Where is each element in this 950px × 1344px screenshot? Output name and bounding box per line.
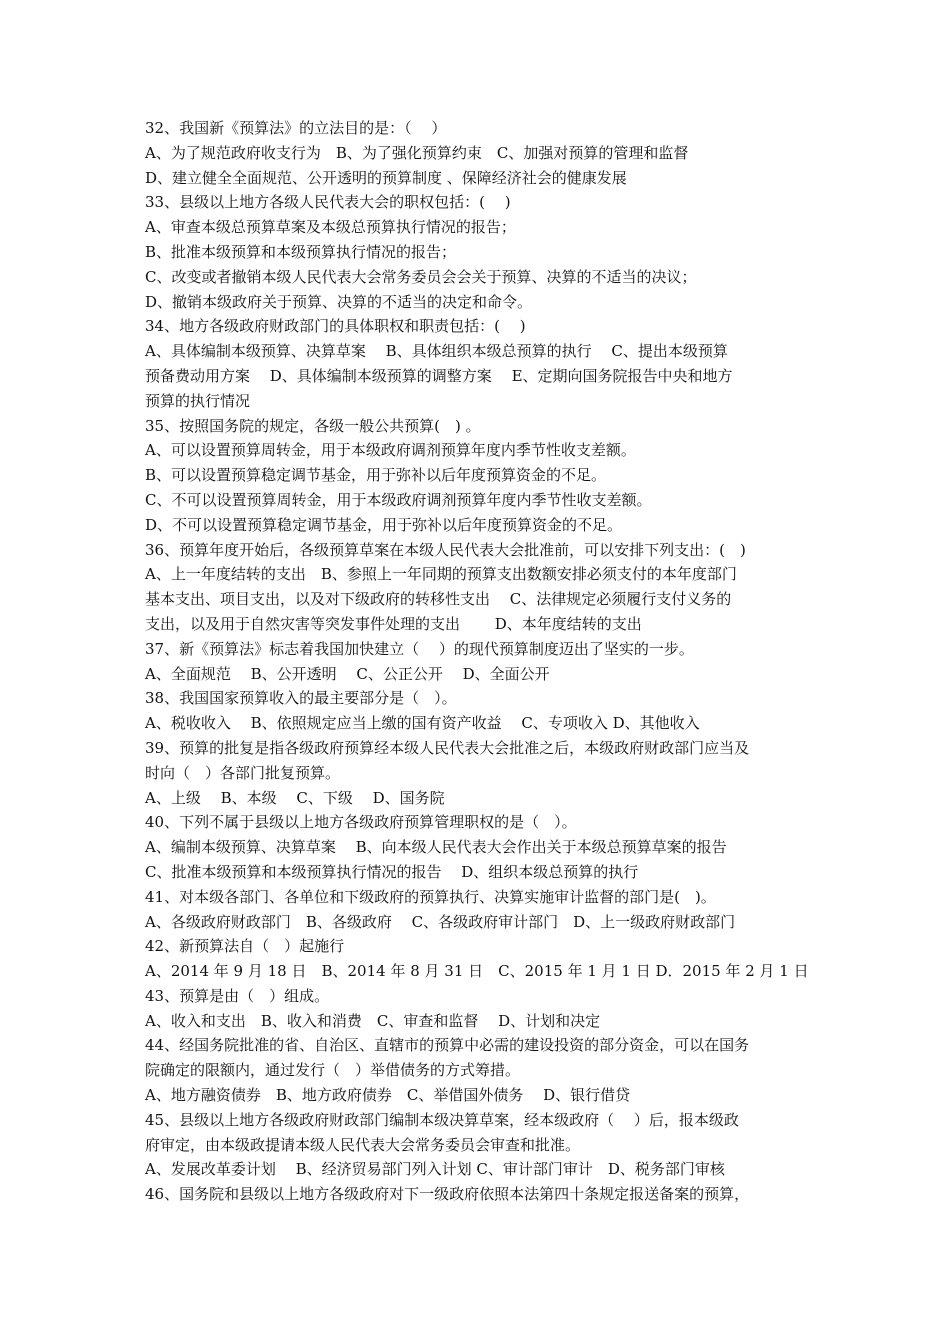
text-line: C、不可以设置预算周转金，用于本级政府调剂预算年度内季节性收支差额。 bbox=[145, 490, 652, 509]
text-line: D、撤销本级政府关于预算、决算的不适当的决定和命令。 bbox=[145, 292, 533, 311]
text-line: 43、预算是由（ ）组成。 bbox=[145, 986, 330, 1005]
text-line: 33、县级以上地方各级人民代表大会的职权包括：( ) bbox=[145, 193, 511, 212]
text-line: A、上级 B、本级 C、下级 D、国务院 bbox=[145, 788, 445, 807]
text-line: A、2014 年 9 月 18 日 B、2014 年 8 月 31 日 C、2015 年 1 月 1 日 D．2015 年 2 月 1 日 bbox=[145, 962, 809, 981]
text-line: 45、县级以上地方各级政府财政部门编制本级决算草案，经本级政府（ ）后，报本级政 bbox=[145, 1110, 739, 1129]
text-line: A、可以设置预算周转金，用于本级政府调剂预算年度内季节性收支差额。 bbox=[145, 441, 636, 460]
text-line: 支出，以及用于自然灾害等突发事件处理的支出 D、本年度结转的支出 bbox=[145, 614, 642, 633]
text-line: 40、下列不属于县级以上地方各级政府预算管理职权的是（ ）。 bbox=[145, 813, 577, 832]
text-line: 时向（ ）各部门批复预算。 bbox=[145, 763, 341, 782]
text-line: 44、经国务院批准的省、自治区、直辖市的预算中必需的建设投资的部分资金，可以在国务 bbox=[145, 1036, 750, 1055]
text-line: A、税收收入 B、依照规定应当上缴的国有资产收益 C、专项收入 D、其他收入 bbox=[145, 714, 700, 733]
text-line: 32、我国新《预算法》的立法目的是：（ ） bbox=[145, 119, 447, 137]
document-body bbox=[145, 116, 813, 1207]
text-line: A、地方融资债券 B、地方政府债券 C、举借国外债务 D、银行借贷 bbox=[145, 1086, 631, 1105]
text-line: A、具体编制本级预算、决算草案 B、具体组织本级总预算的执行 C、提出本级预算 bbox=[145, 342, 728, 361]
text-line: 46、国务院和县级以上地方各级政府对下一级政府依照本法第四十条规定报送备案的预算， bbox=[145, 1185, 750, 1204]
text-line: A、审查本级总预算草案及本级总预算执行情况的报告； bbox=[145, 218, 516, 237]
text-line: C、批准本级预算和本级预算执行情况的报告 D、组织本级总预算的执行 bbox=[145, 862, 639, 881]
text-line: 36、预算年度开始后，各级预算草案在本级人民代表大会批准前，可以安排下列支出：( ) bbox=[145, 540, 746, 559]
text-line: 府审定，由本级政提请本级人民代表大会常务委员会审查和批准。 bbox=[145, 1135, 581, 1154]
text-line: 34、地方各级政府财政部门的具体职权和职责包括：( ) bbox=[145, 317, 526, 336]
text-line: 35、按照国务院的规定，各级一般公共预算( ) 。 bbox=[145, 416, 481, 435]
text-line: B、可以设置预算稳定调节基金，用于弥补以后年度预算资金的不足。 bbox=[145, 466, 607, 485]
text-line: 预算的执行情况 bbox=[145, 391, 251, 410]
text-line: A、为了规范政府收支行为 B、为了强化预算约束 C、加强对预算的管理和监督 bbox=[145, 143, 689, 162]
text-line: 42、新预算法自（ ）起施行 bbox=[145, 937, 345, 956]
text-line: C、改变或者撤销本级人民代表大会常务委员会会关于预算、决算的不适当的决议； bbox=[145, 267, 697, 286]
text-line: 37、新《预算法》标志着我国加快建立（ ）的现代预算制度迈出了坚实的一步。 bbox=[145, 639, 694, 658]
text-line: D、不可以设置预算稳定调节基金，用于弥补以后年度预算资金的不足。 bbox=[145, 515, 623, 534]
text-line: A、全面规范 B、公开透明 C、公正公开 D、全面公开 bbox=[145, 664, 550, 683]
text-line: 预备费动用方案 D、具体编制本级预算的调整方案 E、定期向国务院报告中央和地方 bbox=[145, 366, 733, 385]
text-line: 38、我国国家预算收入的最主要部分是（ ）。 bbox=[145, 689, 457, 708]
text-line: A、收入和支出 B、收入和消费 C、审查和监督 D、计划和决定 bbox=[145, 1011, 601, 1030]
text-line: 39、预算的批复是指各级政府预算经本级人民代表大会批准之后，本级政府财政部门应当及 bbox=[145, 738, 750, 757]
text-line: 基本支出、项目支出，以及对下级政府的转移性支出 C、法律规定必须履行支付义务的 bbox=[145, 590, 732, 609]
text-line: A、各级政府财政部门 B、各级政府 C、各级政府审计部门 D、上一级政府财政部门 bbox=[145, 912, 736, 931]
text-line: A、编制本级预算、决算草案 B、向本级人民代表大会作出关于本级总预算草案的报告 bbox=[145, 838, 727, 857]
text-line: B、批准本级预算和本级预算执行情况的报告； bbox=[145, 242, 457, 261]
text-line: 院确定的限额内，通过发行（ ）举借债务的方式筹措。 bbox=[145, 1061, 521, 1080]
text-line: D、建立健全全面规范、公开透明的预算制度 、保障经济社会的健康发展 bbox=[145, 168, 627, 187]
text-line: 41、对本级各部门、各单位和下级政府的预算执行、决算实施审计监督的部门是( )。 bbox=[145, 887, 716, 906]
text-line: A、上一年度结转的支出 B、参照上一年同期的预算支出数额安排必须支付的本年度部门 bbox=[145, 565, 737, 584]
text-line: A、发展改革委计划 B、经济贸易部门列入计划 C、审计部门审计 D、税务部门审核 bbox=[145, 1160, 725, 1179]
